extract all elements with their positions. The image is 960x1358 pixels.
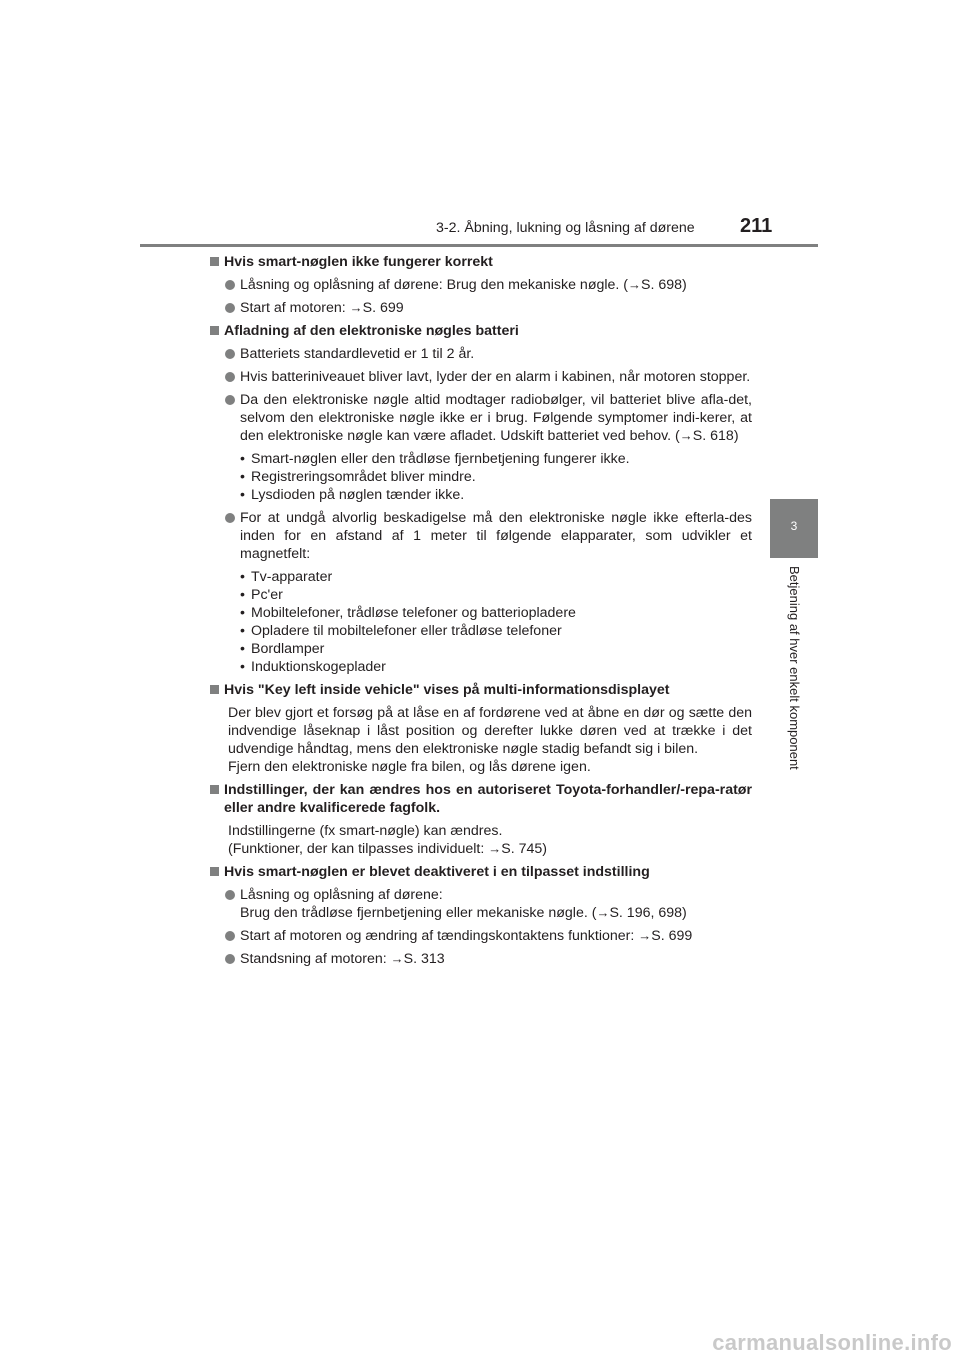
sub-list-item: • Bordlamper xyxy=(240,641,325,657)
section-title: 3-2. Åbning, lukning og låsning af dørene xyxy=(436,220,695,236)
list-item: Da den elektroniske nøgle altid modtager radiobølger, vil batteriet blive afla-det, selvom den elektroniske nøgle ikke er i brug. Følgende symptomer indi-kerer, at den elektroniske nøgle kan være afladet. Udskift batteriet ved behov. (→S. 618) xyxy=(210,391,752,445)
chapter-label-text: Betjening af hver enkelt komponent xyxy=(787,566,802,770)
section-smart-key-malfunction xyxy=(210,253,752,317)
page-reference[interactable]: S. 698) xyxy=(641,277,687,293)
paragraph: Fjern den elektroniske nøgle fra bilen, og lås dørene igen. xyxy=(228,759,591,775)
symptom-list xyxy=(210,450,752,504)
list-item: Hvis batteriniveauet bliver lavt, lyder der en alarm i kabinen, når motoren stopper. xyxy=(210,368,752,386)
sub-list-item: • Induktionskogeplader xyxy=(240,659,386,675)
circle-bullet-icon xyxy=(225,395,235,405)
sub-list-item: • Pc'er xyxy=(240,587,283,603)
circle-bullet-icon xyxy=(225,303,235,313)
section-heading: Afladning af den elektroniske nøgles batteri xyxy=(210,322,752,340)
section-heading: Hvis smart-nøglen ikke fungerer korrekt xyxy=(210,253,752,271)
sub-list-item: • Mobiltelefoner, trådløse telefoner og batteriopladere xyxy=(240,605,576,621)
circle-bullet-icon xyxy=(225,513,235,523)
page-reference[interactable]: S. 313 xyxy=(403,951,445,967)
arrow-icon: → xyxy=(596,905,610,920)
circle-bullet-icon xyxy=(225,372,235,382)
sub-list-item: • Smart-nøglen eller den trådløse fjernbetjening fungerer ikke. xyxy=(240,451,630,467)
page-content xyxy=(210,253,752,973)
paragraph: (Funktioner, der kan tilpasses individuelt: →S. 745) xyxy=(228,841,547,857)
sub-list-item: • Registreringsområdet bliver mindre. xyxy=(240,469,476,485)
list-item: For at undgå alvorlig beskadigelse må den elektroniske nøgle ikke efterla-des inden for en afstand af 1 meter til følgende elapparater, som udvikler et magnetfelt: xyxy=(210,509,752,563)
section-dealer-settings xyxy=(210,781,752,858)
square-bullet-icon xyxy=(210,257,219,266)
paragraph: Indstillingerne (fx smart-nøgle) kan ændres. xyxy=(228,823,503,839)
section-battery-depletion xyxy=(210,322,752,676)
section-heading: Hvis smart-nøglen er blevet deaktiveret i en tilpasset indstilling xyxy=(210,863,752,881)
page-reference[interactable]: S. 699 xyxy=(651,928,693,944)
sub-list-item: • Lysdioden på nøglen tænder ikke. xyxy=(240,487,465,503)
list-item: Start af motoren: →S. 699 xyxy=(210,299,752,317)
section-heading: Indstillinger, der kan ændres hos en autoriseret Toyota-forhandler/-repa-ratør eller andre kvalificerede fagfolk. xyxy=(210,781,752,817)
section-key-left-inside xyxy=(210,681,752,776)
list-item: Start af motoren og ændring af tændingskontaktens funktioner: →S. 699 xyxy=(210,927,752,945)
sub-list-item: • Tv-apparater xyxy=(240,569,333,585)
page-reference[interactable]: S. 196, 698) xyxy=(609,905,687,921)
list-item: Batteriets standardlevetid er 1 til 2 år. xyxy=(210,345,752,363)
arrow-icon: → xyxy=(638,928,652,943)
section-smart-key-deactivated xyxy=(210,863,752,968)
list-item: Låsning og oplåsning af dørene: Brug den mekaniske nøgle. (→S. 698) xyxy=(210,276,752,294)
chapter-number: 3 xyxy=(790,519,798,533)
arrow-icon: → xyxy=(349,300,363,315)
arrow-icon: → xyxy=(679,428,693,443)
page-number: 211 xyxy=(740,215,773,237)
square-bullet-icon xyxy=(210,685,219,694)
circle-bullet-icon xyxy=(225,954,235,964)
circle-bullet-icon xyxy=(225,931,235,941)
circle-bullet-icon xyxy=(225,890,235,900)
arrow-icon: → xyxy=(628,277,642,292)
page-reference[interactable]: S. 699 xyxy=(362,300,404,316)
sub-list-item: • Opladere til mobiltelefoner eller trådløse telefoner xyxy=(240,623,562,639)
arrow-icon: → xyxy=(488,841,502,856)
page-reference[interactable]: S. 618) xyxy=(692,428,739,444)
circle-bullet-icon xyxy=(225,349,235,359)
chapter-tab xyxy=(770,499,818,558)
list-item: Standsning af motoren: →S. 313 xyxy=(210,950,752,968)
square-bullet-icon xyxy=(210,867,219,876)
header-divider xyxy=(140,244,818,247)
arrow-icon: → xyxy=(390,951,404,966)
square-bullet-icon xyxy=(210,326,219,335)
device-list xyxy=(210,568,752,676)
section-heading: Hvis "Key left inside vehicle" vises på multi-informationsdisplayet xyxy=(210,681,752,699)
list-item: Låsning og oplåsning af dørene: Brug den trådløse fjernbetjening eller mekaniske nøgle. (→S. 196, 698) xyxy=(210,886,752,922)
page-reference[interactable]: S. 745) xyxy=(501,841,547,857)
circle-bullet-icon xyxy=(225,280,235,290)
square-bullet-icon xyxy=(210,785,219,794)
watermark: carmanualsonline.info xyxy=(712,1330,952,1355)
page-header xyxy=(0,0,960,250)
paragraph: Der blev gjort et forsøg på at låse en af fordørene ved at åbne en dør og sætte den indvendige låseknap i låst position og derefter lukke døren ved at trække i det udvendige håndtag, mens den elektroniske nøgle stadig befandt sig i bilen. xyxy=(228,705,752,757)
